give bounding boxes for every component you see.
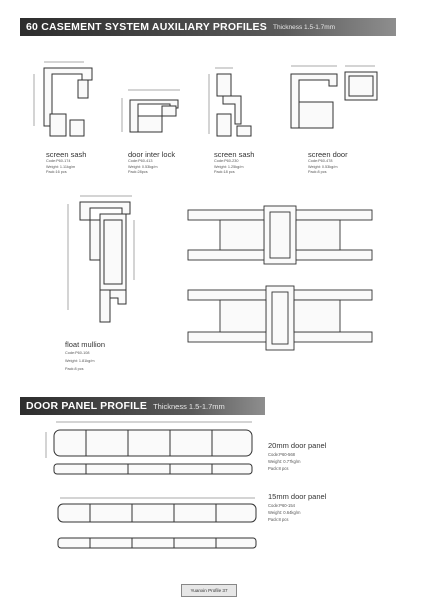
door-panel-section-banner [20,397,265,415]
profile-weight: Weight: 1.81kg/m [65,359,95,363]
profile-name: screen sash [214,150,255,159]
door-panel-15mm-drawing [50,494,265,556]
screen-sash-2-drawing [205,64,265,144]
profile-code: Code:P60-478 [308,159,333,163]
profile-code: Code:P60-174 [46,159,71,163]
profile-code: Code:P60-413 [128,159,153,163]
profile-weight: Weight: 0.77kg/m [268,459,301,464]
profile-name: 15mm door panel [268,492,327,501]
profile-caption [214,150,254,176]
profile-weight: Weight: 1.25kg/m [214,164,244,169]
profile-name: screen door [308,150,348,159]
casement-section-title: 60 CASEMENT SYSTEM AUXILIARY PROFILES [26,21,267,33]
assembly-section-drawing [180,200,380,272]
profile-caption [46,150,86,176]
casement-section-banner [20,18,396,36]
profile-caption [308,150,348,176]
profile-pack: Pack:8 pcs [308,170,327,175]
profile-pack: Pack:8 pcs [65,367,84,371]
profile-pack: Pack:8 pcs [268,517,289,522]
profile-pack: Pack:28pcs [128,170,148,175]
profile-name: door inter lock [128,150,176,159]
profile-pack: Pack:18 pcs [214,170,235,175]
profile-code: Code:P60-568 [268,452,296,457]
profile-weight: Weight: 0.64kg/m [268,510,301,515]
profile-weight: Weight: 0.53kg/m [128,164,158,169]
page-footer-label: Yuanxin Profile 37 [181,584,237,597]
profile-weight: Weight: 0.53kg/m [308,164,338,169]
profile-caption [128,150,175,176]
casement-thickness-label: Thickness 1.5-1.7mm [272,23,336,31]
profile-caption [65,340,105,373]
profile-name: 20mm door panel [268,441,327,450]
profile-name: screen sash [46,150,87,159]
screen-door-drawing [283,62,383,142]
profile-caption [268,492,326,523]
float-mullion-drawing [60,190,140,330]
profile-weight: Weight: 1.11kg/m [46,164,76,169]
profile-caption [268,441,326,472]
profile-pack: Pack:16 pcs [46,170,67,175]
profile-code: Code:P60-108 [65,351,90,355]
profile-name: float mullion [65,340,106,349]
door-inter-lock-drawing [118,86,193,146]
door-panel-20mm-drawing [40,418,265,480]
profile-code: Code:P60-230 [214,159,239,163]
door-panel-thickness-label: Thickness 1.5-1.7mm [153,401,225,411]
screen-sash-drawing [30,58,110,143]
profile-pack: Pack:8 pcs [268,466,289,471]
profile-code: Code:P60-154 [268,503,296,508]
door-panel-section-title: DOOR PANEL PROFILE [26,400,148,412]
assembly-section-drawing [180,282,380,358]
